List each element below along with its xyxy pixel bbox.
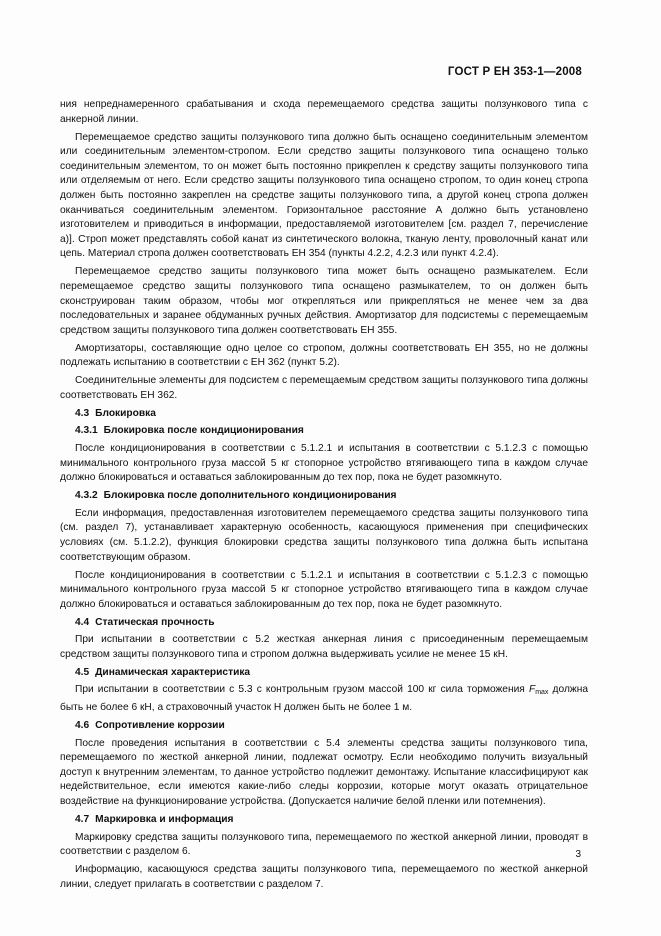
section-heading [60, 489, 588, 504]
standard-header: ГОСТ Р ЕН 353-1—2008 [447, 66, 582, 78]
section-title: Динамическая характеристика [95, 666, 251, 678]
section-number: 4.6 [75, 720, 90, 732]
paragraph: Если информация, предоставленная изготовителем перемещаемого средства защиты ползункового типа (см. раздел 7), устанавливает характерную особенность, касающуюся применения при специфических условиях (см. 5.1.2.2), функция блокировки средства защиты ползункового типа должна быть испытана соответствующим образом. [60, 507, 588, 563]
paragraph: После кондиционирования в соответствии с 5.1.2.1 и испытания в соответствии с 5.1.2.3 с помощью минимального контрольного груза массой 5 кг стопорное устройство втягивающего типа в каждом случае должно блокироваться и оставаться заблокированным до тех пор, пока не будет разомкнуто. [60, 569, 588, 610]
section-title: Блокировка [95, 407, 156, 419]
section-title: Маркировка и информация [95, 814, 234, 826]
page-number: 3 [575, 849, 581, 860]
paragraph: Перемещаемое средство защиты ползункового типа может быть оснащено размыкателем. Если перемещаемое средство защиты ползункового типа оснащено размыкателем, то он должен быть сконструирован таким образом, чтобы мог открепляться или прикрепляться не менее чем за два последовательных и заранее обдуманных ручных действия. Амортизатор для подсистемы с перемещаемым средством защиты ползункового типа должен соответствовать ЕН 355. [60, 266, 588, 336]
paragraph: При испытании в соответствии с 5.2 жесткая анкерная линия с присоединенным перемещаемым средством защиты ползункового типа и стропом должна выдерживать усилие не менее 15 кН. [60, 634, 588, 660]
section-number: 4.5 [75, 666, 90, 678]
section-heading [60, 424, 588, 439]
force-symbol: F [528, 684, 536, 696]
section-heading [60, 813, 588, 828]
text-run: При испытании в соответствии с 5.3 с контрольным грузом массой 100 кг сила торможения [75, 684, 529, 696]
paragraph: ния непреднамеренного срабатывания и схода перемещаемого средства защиты ползункового типа с анкерной линии. [60, 99, 588, 125]
force-subscript: max [535, 689, 549, 697]
section-number: 4.4 [75, 616, 90, 628]
paragraph: Соединительные элементы для подсистем с перемещаемым средством защиты ползункового типа должны соответствовать ЕН 362. [60, 375, 588, 401]
section-heading [60, 407, 588, 422]
paragraph: Маркировку средства защиты ползункового типа, перемещаемого по жесткой анкерной линии, проводят в соответствии с разделом 6. [60, 831, 588, 858]
section-title: Блокировка после кондиционирования [103, 425, 304, 437]
section-title: Блокировка после дополнительного кондиционирования [103, 490, 397, 502]
section-heading [60, 666, 588, 681]
paragraph [60, 683, 588, 715]
paragraph: Амортизаторы, составляющие одно целое со стропом, должны соответствовать ЕН 355, но не должны подлежать испытанию в соответствии с ЕН 362 (пункт 5.2). [60, 342, 588, 369]
text-run: должна быть не более 6 кН, а страховочный участок Н должен быть не более 1 м. [60, 684, 588, 714]
document-body [60, 98, 588, 896]
paragraph: Перемещаемое средство защиты ползункового типа должно быть оснащено соединительным элементом или соединительным элементом-стропом. Если средство защиты ползункового типа оснащено только соединительным элементом, то он может быть постоянно прикреплен к средству защиты ползункового типа или отделяемым от него. Если средство защиты ползункового типа оснащено стропом, то один конец стропа должен быть постоянно закреплен на средстве защиты ползункового типа, а другой конец стропа должен оканчиваться соединительным элементом. Горизонтальное расстояние А должно быть установлено изготовителем и приводиться в информации, предоставляемой изготовителем [см. раздел 7, перечисление а)]. Строп может представлять собой канат из синтетического волокна, тканую ленту, проволочный канат или цепь. Материал стропа должен соответствовать ЕН 354 (пункты 4.2.2, 4.2.3 или пункт 4.2.4). [60, 131, 588, 260]
section-heading [60, 719, 588, 734]
section-title: Сопротивление коррозии [95, 720, 225, 732]
section-number: 4.3 [75, 407, 90, 419]
section-number: 4.3.1 [75, 425, 98, 437]
section-number: 4.3.2 [75, 490, 98, 502]
paragraph: После кондиционирования в соответствии с 5.1.2.1 и испытания в соответствии с 5.1.2.3 с помощью минимального контрольного груза массой 5 кг стопорное устройство втягивающего типа в каждом случае должно блокироваться и оставаться заблокированным до тех пор, пока не будет разомкнуто. [60, 443, 588, 484]
paragraph: После проведения испытания в соответствии с 5.4 элементы средства защиты ползункового типа, перемещаемого по жесткой анкерной линии, подлежат осмотру. Если необходимо получить визуальный доступ к внутренним элементам, то данное устройство подлежит демонтажу. Испытание классифицируют как недействительное, если имеются какие-либо следы коррозии, которые могут оказать отрицательное воздействие на функционирование устройства. (Допускается наличие белой пленки или потемнения). [60, 737, 588, 808]
paragraph: Информацию, касающуюся средства защиты ползункового типа, перемещаемого по жесткой анкерной линии, следует прилагать в соответствии с разделом 7. [60, 864, 588, 890]
section-number: 4.7 [75, 814, 90, 826]
section-title: Статическая прочность [95, 616, 215, 628]
section-heading [60, 616, 588, 631]
